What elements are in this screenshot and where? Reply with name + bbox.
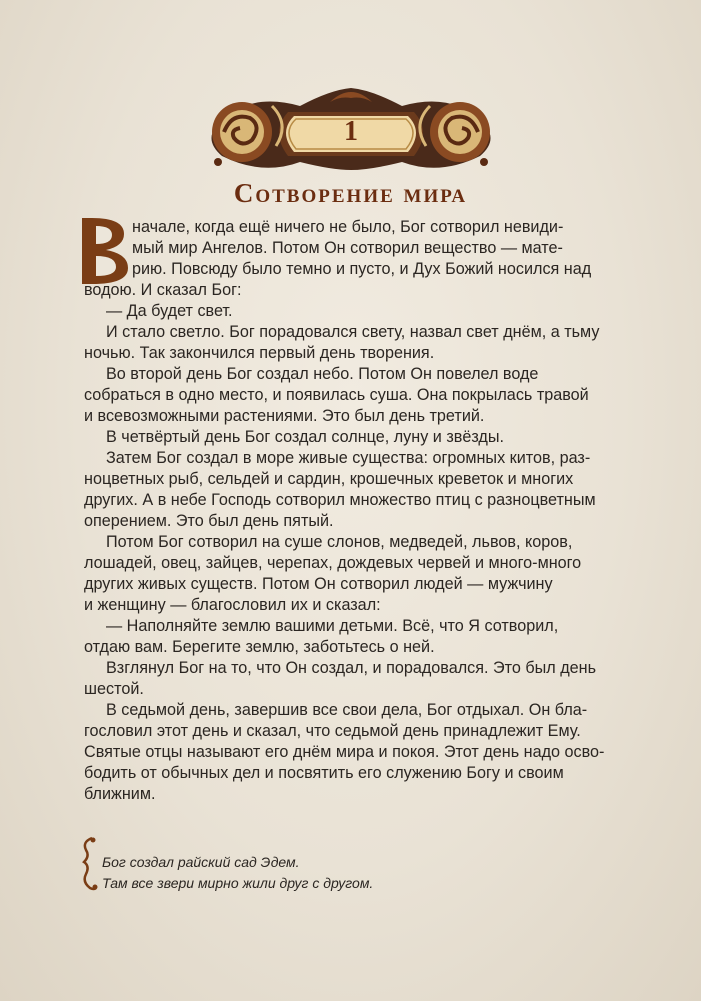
text-line: и женщину — благословил их и сказал: <box>84 596 381 614</box>
text-line: водою. И сказал Бог: <box>84 281 242 299</box>
text-line: Во второй день Бог создал небо. Потом Он повелел воде <box>106 365 539 383</box>
illustration-caption <box>102 852 522 894</box>
caption-line: Бог создал райский сад Эдем. <box>102 854 300 870</box>
drop-cap-letter: В <box>104 259 106 261</box>
text-line: В седьмой день, завершив все свои дела, Бог отдыхал. Он бла- <box>106 701 588 719</box>
body-text <box>84 217 622 805</box>
caption-ornament-icon <box>80 836 98 892</box>
text-line: Потом Бог сотворил на суше слонов, медведей, львов, коров, <box>106 533 573 551</box>
text-line: других живых существ. Потом Он сотворил людей — мужчину <box>84 575 553 593</box>
text-line: И стало светло. Бог порадовался свету, назвал свет днём, а тьму <box>106 323 600 341</box>
chapter-title: Сотворение мира <box>233 178 468 208</box>
text-line: отдаю вам. Берегите землю, заботьтесь о ней. <box>84 638 435 656</box>
text-line: шестой. <box>84 680 144 698</box>
text-line: и всевозможными растениями. Это был день третий. <box>84 407 485 425</box>
text-line: мый мир Ангелов. Потом Он сотворил вещество — мате- <box>132 239 563 257</box>
text-line: бодить от обычных дел и посвятить его служению Богу и своим <box>84 764 564 782</box>
chapter-number: 1 <box>344 116 358 147</box>
text-line: В четвёртый день Бог создал солнце, луну и звёзды. <box>106 428 505 446</box>
text-line: — Да будет свет. <box>106 302 233 320</box>
text-line: ночью. Так закончился первый день творения. <box>84 344 435 362</box>
text-line: начале, когда ещё ничего не было, Бог сотворил невиди- <box>132 218 564 236</box>
caption-line: Там все звери мирно жили друг с другом. <box>102 875 374 891</box>
text-line: рию. Повсюду было темно и пусто, и Дух Божий носился над <box>132 260 592 278</box>
text-line: собраться в одно место, и появилась суша. Она покрылась травой <box>84 386 589 404</box>
text-line: ближним. <box>84 785 156 803</box>
text-line: других. А в небе Господь сотворил множество птиц с разноцветным <box>84 491 596 509</box>
text-line: Святые отцы называют его днём мира и покоя. Этот день надо осво- <box>84 743 605 761</box>
text-line: лошадей, овец, зайцев, черепах, дождевых червей и много-много <box>84 554 582 572</box>
text-line: ноцветных рыб, сельдей и сардин, крошечных креветок и многих <box>84 470 574 488</box>
text-line: Затем Бог создал в море живые существа: огромных китов, раз- <box>106 449 591 467</box>
text-line: — Наполняйте землю вашими детьми. Всё, что Я сотворил, <box>106 617 559 635</box>
text-line: гословил этот день и сказал, что седьмой день принадлежит Ему. <box>84 722 581 740</box>
text-line: оперением. Это был день пятый. <box>84 512 334 530</box>
text-line: Взглянул Бог на то, что Он создал, и порадовался. Это был день <box>106 659 597 677</box>
